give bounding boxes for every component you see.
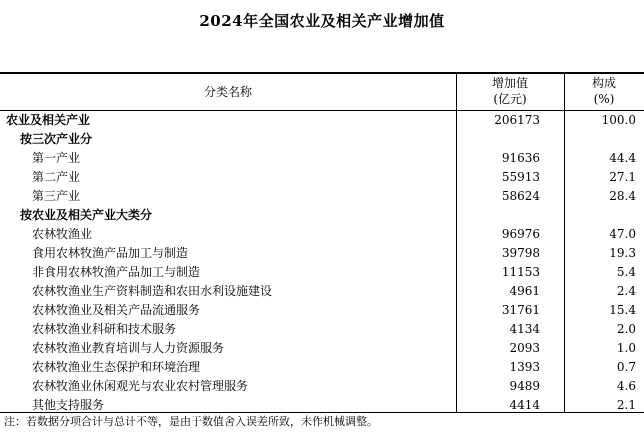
row-name: 农林牧渔业休闲观光与农业农村管理服务 bbox=[32, 379, 249, 393]
row-value: 91636 bbox=[501, 151, 540, 165]
row-name: 第二产业 bbox=[32, 170, 81, 184]
row-value: 11153 bbox=[501, 265, 540, 279]
table-bottom-rule bbox=[0, 412, 644, 413]
row-value: 58624 bbox=[501, 189, 540, 203]
header-share-label: 构成 bbox=[591, 76, 616, 90]
row-value: 9489 bbox=[509, 379, 540, 393]
row-name: 农林牧渔业科研和技术服务 bbox=[32, 322, 177, 336]
row-name: 农林牧渔业生态保护和环境治理 bbox=[32, 360, 201, 374]
row-value: 4961 bbox=[509, 284, 540, 298]
row-value: 31761 bbox=[501, 303, 540, 317]
header-category-name: 分类名称 bbox=[203, 85, 252, 99]
header-value-unit: (亿元) bbox=[493, 92, 527, 106]
row-name: 农业及相关产业 bbox=[6, 113, 91, 127]
row-value: 4134 bbox=[509, 322, 540, 336]
row-share: 2.0 bbox=[616, 322, 636, 336]
table-row bbox=[0, 149, 644, 168]
row-name: 第一产业 bbox=[32, 151, 81, 165]
header-share-unit: (%) bbox=[593, 92, 615, 106]
table-row bbox=[0, 187, 644, 206]
row-name: 按农业及相关产业大类分 bbox=[20, 208, 153, 222]
table-title: 2024年全国农业及相关产业增加值 bbox=[199, 12, 445, 30]
row-name: 农林牧渔业及相关产品流通服务 bbox=[32, 303, 201, 317]
table-row bbox=[0, 282, 644, 301]
row-name: 按三次产业分 bbox=[20, 132, 93, 146]
header-share bbox=[564, 75, 644, 107]
row-share: 5.4 bbox=[616, 265, 636, 279]
row-share: 27.1 bbox=[609, 170, 636, 184]
row-value: 1393 bbox=[509, 360, 540, 374]
table-row bbox=[0, 111, 644, 130]
row-value: 2093 bbox=[509, 341, 540, 355]
row-value: 39798 bbox=[501, 246, 540, 260]
row-share: 15.4 bbox=[609, 303, 636, 317]
row-name: 农林牧渔业 bbox=[32, 227, 93, 241]
row-share: 47.0 bbox=[609, 227, 636, 241]
table-row bbox=[0, 225, 644, 244]
table-row bbox=[0, 301, 644, 320]
row-share: 2.4 bbox=[616, 284, 636, 298]
row-share: 28.4 bbox=[609, 189, 636, 203]
table-row bbox=[0, 377, 644, 396]
row-value: 206173 bbox=[494, 113, 540, 127]
footnote: 注：若数据分项合计与总计不等，是由于数值舍入误差所致，未作机械调整。 bbox=[4, 415, 378, 428]
row-name: 农林牧渔业教育培训与人力资源服务 bbox=[32, 341, 225, 355]
table-row bbox=[0, 168, 644, 187]
table-row bbox=[0, 130, 644, 149]
row-name: 农林牧渔业生产资料制造和农田水利设施建设 bbox=[32, 284, 273, 298]
row-name: 其他支持服务 bbox=[32, 398, 105, 412]
row-share: 4.6 bbox=[616, 379, 636, 393]
table-row bbox=[0, 206, 644, 225]
table-row bbox=[0, 358, 644, 377]
row-share: 44.4 bbox=[609, 151, 636, 165]
row-name: 食用农林牧渔产品加工与制造 bbox=[32, 246, 189, 260]
table-row bbox=[0, 244, 644, 263]
row-value: 55913 bbox=[501, 170, 540, 184]
row-name: 非食用农林牧渔产品加工与制造 bbox=[32, 265, 201, 279]
table-row bbox=[0, 339, 644, 358]
row-share: 1.0 bbox=[616, 341, 636, 355]
table-row bbox=[0, 320, 644, 339]
table-row bbox=[0, 263, 644, 282]
row-name: 第三产业 bbox=[32, 189, 81, 203]
row-share: 0.7 bbox=[616, 360, 636, 374]
table-top-rule bbox=[0, 72, 644, 74]
row-share: 100.0 bbox=[601, 113, 636, 127]
row-value: 4414 bbox=[509, 398, 540, 412]
row-share: 19.3 bbox=[609, 246, 636, 260]
row-share: 2.1 bbox=[616, 398, 636, 412]
header-value-label: 增加值 bbox=[491, 76, 528, 90]
header-value bbox=[456, 75, 564, 107]
row-value: 96976 bbox=[501, 227, 540, 241]
